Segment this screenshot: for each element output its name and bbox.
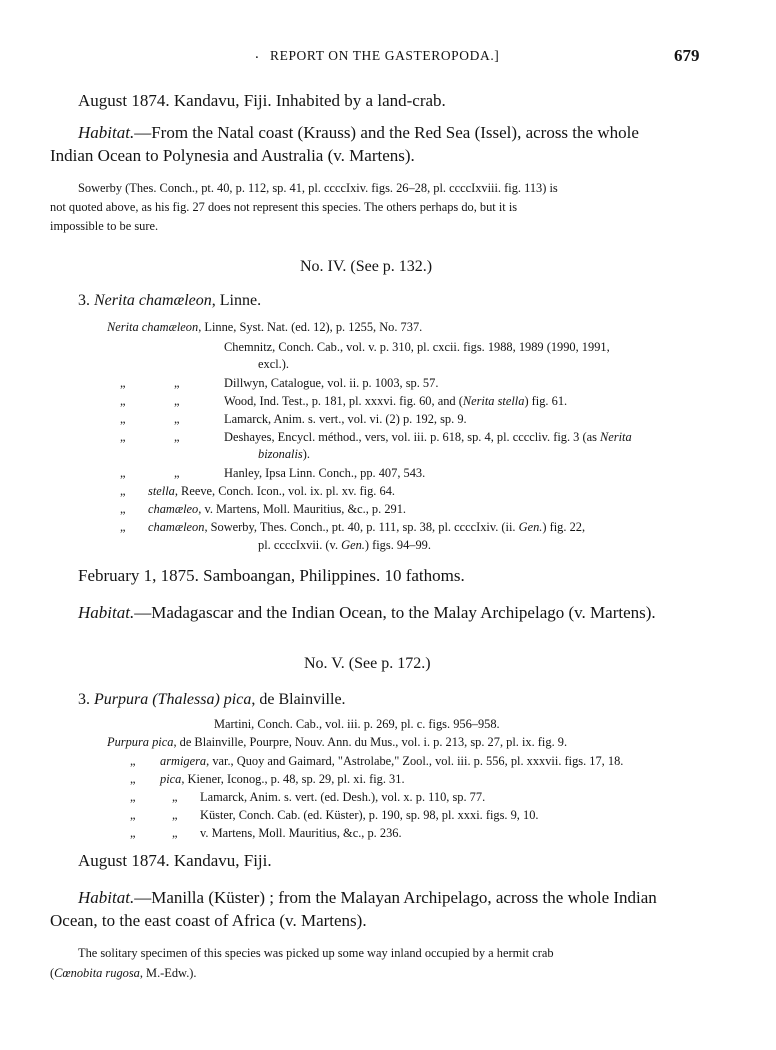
note-line: impossible to be sure. [50, 219, 159, 233]
synonym-ref: , de Blainville, Pourpre, Nouv. Ann. du Mus., vol. i. p. 213, sp. 27, pl. ix. fig. 9. [173, 735, 568, 749]
synonym-name: pica [160, 772, 182, 786]
habitat-text: —Manilla (Küster) ; from the Malayan Archipelago, across the whole Indian [134, 888, 657, 907]
synonym-ref: , v. Martens, Moll. Mauritius, &c., p. 291. [198, 502, 407, 516]
note-line [50, 966, 197, 981]
section-heading: No. V. (See p. 172.) [304, 655, 431, 672]
species-author: , Linne. [211, 292, 262, 309]
synonym-ref: , Linne, Syst. Nat. (ed. 12), p. 1255, No. 737. [198, 320, 423, 334]
synonym-ref: ) fig. 61. [524, 394, 568, 408]
synonym-entry [148, 502, 406, 517]
habitat-text-cont: Indian Ocean to Polynesia and Australia (v. Martens). [50, 146, 415, 165]
synonym-ref: ) fig. 22, [542, 520, 586, 534]
ditto-mark: „ [174, 430, 180, 444]
synonym-name: Gen. [518, 520, 543, 534]
synonym-entry: v. Martens, Moll. Mauritius, &c., p. 236. [200, 826, 402, 840]
locality-line: February 1, 1875. Samboangan, Philippines. 10 fathoms. [78, 566, 465, 585]
synonym-ref: Wood, Ind. Test., p. 181, pl. xxxvi. fig. 60, and ( [224, 394, 463, 408]
synonym-entry [148, 520, 585, 535]
synonym-entry [224, 430, 632, 445]
ditto-mark: „ [174, 376, 180, 390]
synonym-entry [148, 484, 395, 499]
synonym-ref: , Kiener, Iconog., p. 48, sp. 29, pl. xi. fig. 31. [181, 772, 405, 786]
ditto-mark: „ [172, 790, 178, 804]
synonym-entry [160, 754, 623, 769]
species-author: , de Blainville. [251, 691, 346, 708]
habitat-paragraph [78, 888, 657, 908]
species-name: Nerita chamæleon [94, 292, 212, 309]
synonym-name: Nerita chamæleon [107, 320, 199, 334]
ditto-mark: „ [120, 430, 126, 444]
synonym-entry [107, 735, 567, 750]
running-header [0, 44, 776, 66]
habitat-paragraph [78, 603, 656, 623]
ditto-mark: „ [120, 520, 126, 534]
synonym-name: Purpura pica [107, 735, 174, 749]
note-line: The solitary specimen of this species was picked up some way inland occupied by a hermit crab [78, 946, 554, 960]
ditto-mark: „ [130, 754, 136, 768]
species-heading [78, 292, 261, 310]
ditto-mark: „ [130, 808, 136, 822]
synonym-ref: , Sowerby, Thes. Conch., pt. 40, p. 111, sp. 38, pl. ccccIxiv. (ii. [204, 520, 519, 534]
species-number: 3. [78, 691, 90, 708]
synonym-entry: Martini, Conch. Cab., vol. iii. p. 269, pl. c. figs. 956–958. [214, 717, 500, 731]
synonym-name: Nerita stella [462, 394, 525, 408]
note-line: not quoted above, as his fig. 27 does not represent this species. The others perhaps do, but it is [50, 200, 518, 214]
synonym-entry-cont: excl.). [258, 357, 289, 371]
synonym-entry [107, 320, 422, 335]
synonym-ref: pl. ccccIxvii. (v. [258, 538, 342, 552]
synonym-entry: Lamarck, Anim. s. vert. (ed. Desh.), vol. x. p. 110, sp. 77. [200, 790, 486, 804]
section-heading: No. IV. (See p. 132.) [300, 258, 433, 275]
synonym-ref: ). [302, 447, 310, 461]
habitat-text: —Madagascar and the Indian Ocean, to the Malay Archipelago (v. Martens). [134, 603, 656, 622]
synonym-name: Nerita [600, 430, 632, 444]
synonym-ref: , Reeve, Conch. Icon., vol. ix. pl. xv. fig. 64. [174, 484, 395, 498]
ditto-mark: „ [130, 790, 136, 804]
species-name: (Thalessa) pica [152, 691, 252, 708]
ditto-mark: „ [130, 826, 136, 840]
habitat-paragraph [78, 123, 639, 143]
ditto-mark: „ [120, 466, 126, 480]
note-text: , M.-Edw.). [139, 966, 197, 980]
synonym-name: chamæleo [148, 502, 199, 516]
synonym-name: stella [148, 484, 175, 498]
ditto-mark: „ [120, 376, 126, 390]
running-title: REPORT ON THE GASTEROPODA.] [270, 48, 500, 63]
synonym-entry: Küster, Conch. Cab. (ed. Küster), p. 190, sp. 98, pl. xxxi. figs. 9, 10. [200, 808, 539, 822]
header-dot: . [255, 46, 259, 62]
note-line: Sowerby (Thes. Conch., pt. 40, p. 112, sp. 41, pl. ccccIxiv. figs. 26–28, pl. ccccIxviii. fig. 113) is [78, 181, 558, 195]
synonym-name: armigera [160, 754, 207, 768]
ditto-mark: „ [174, 412, 180, 426]
habitat-label: Habitat. [78, 123, 135, 142]
synonym-entry: Lamarck, Anim. s. vert., vol. vi. (2) p. 192, sp. 9. [224, 412, 467, 426]
habitat-text-cont: Ocean, to the east coast of Africa (v. Martens). [50, 911, 367, 930]
species-heading [78, 691, 346, 709]
synonym-ref: Deshayes, Encycl. méthod., vers, vol. iii. p. 618, sp. 4, pl. ccccliv. fig. 3 (as [224, 430, 600, 444]
locality-line: August 1874. Kandavu, Fiji. [78, 851, 272, 870]
synonym-entry [224, 394, 567, 409]
synonym-entry-cont [258, 538, 431, 553]
ditto-mark: „ [120, 394, 126, 408]
ditto-mark: „ [174, 466, 180, 480]
synonym-name: Gen. [341, 538, 365, 552]
ditto-mark: „ [120, 502, 126, 516]
synonym-entry: Hanley, Ipsa Linn. Conch., pp. 407, 543. [224, 466, 426, 480]
synonym-entry [160, 772, 405, 787]
note-species: Cœnobita rugosa [54, 966, 140, 980]
ditto-mark: „ [130, 772, 136, 786]
ditto-mark: „ [120, 484, 126, 498]
synonym-name: chamæleon [148, 520, 205, 534]
habitat-label: Habitat. [78, 888, 135, 907]
synonym-entry-cont [258, 447, 310, 462]
ditto-mark: „ [120, 412, 126, 426]
synonym-name: bizonalis [258, 447, 303, 461]
ditto-mark: „ [172, 808, 178, 822]
ditto-mark: „ [174, 394, 180, 408]
ditto-mark: „ [172, 826, 178, 840]
species-number: 3. [78, 292, 90, 309]
habitat-label: Habitat. [78, 603, 135, 622]
synonym-ref: , var., Quoy and Gaimard, "Astrolabe," Zool., vol. iii. p. 556, pl. xxxvii. figs. 17, 18. [206, 754, 624, 768]
page-number: 679 [674, 46, 700, 65]
synonym-ref: ) figs. 94–99. [364, 538, 431, 552]
species-genus: Purpura [94, 691, 149, 708]
locality-line: August 1874. Kandavu, Fiji. Inhabited by a land-crab. [78, 91, 446, 110]
habitat-text: —From the Natal coast (Krauss) and the Red Sea (Issel), across the whole [134, 123, 639, 142]
synonym-entry: Dillwyn, Catalogue, vol. ii. p. 1003, sp. 57. [224, 376, 439, 390]
note-text: ( [50, 966, 55, 980]
synonym-entry: Chemnitz, Conch. Cab., vol. v. p. 310, pl. cxcii. figs. 1988, 1989 (1990, 1991, [224, 340, 610, 354]
